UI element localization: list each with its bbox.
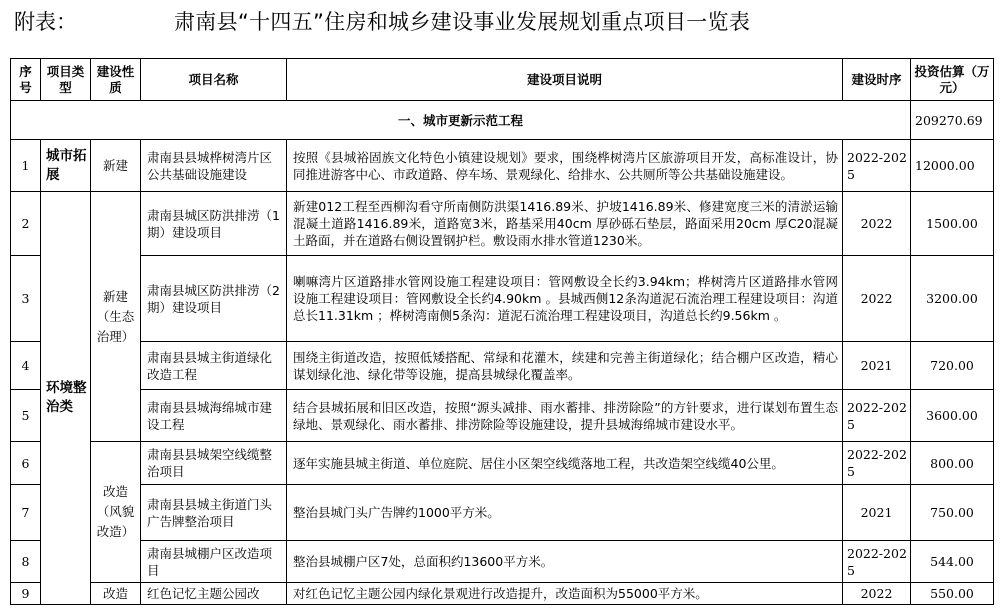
- section-title: 一、城市更新示范工程: [11, 101, 911, 140]
- table-row: [11, 442, 994, 485]
- nature-renovate: 改造: [91, 583, 141, 605]
- nature-new-eco: 新建（生态治理）: [91, 192, 141, 442]
- table-row: [11, 140, 994, 192]
- table-row: [11, 541, 994, 583]
- project-description: 整治县城门头广告牌约1000平方米。: [287, 485, 843, 541]
- col-header-name: 项目名称: [141, 59, 287, 101]
- project-investment: 750.00: [911, 485, 994, 541]
- project-schedule: 2022-2025: [843, 541, 911, 583]
- project-schedule: 2022-2025: [843, 442, 911, 485]
- table-header-row: [11, 59, 994, 101]
- project-schedule: 2022-2025: [843, 390, 911, 442]
- project-investment: 12000.00: [911, 140, 994, 192]
- project-schedule: 2021: [843, 342, 911, 390]
- col-header-seq: 序号: [11, 59, 41, 101]
- project-description: 结合县城拓展和旧区改造，按照“源头减排、雨水蓄排、排涝除险”的方针要求，进行谋划布置生态绿地、景观绿化、雨水蓄排、排涝除险等设施建设，提升县城海绵城市建设水平。: [287, 390, 843, 442]
- project-investment: 3600.00: [911, 390, 994, 442]
- project-investment: 720.00: [911, 342, 994, 390]
- title-row: [0, 0, 1000, 40]
- category-environment: 环境整治类: [41, 192, 91, 605]
- project-name: 肃南县县城架空线缆整治项目: [141, 442, 287, 485]
- project-name: 肃南县城棚户区改造项目: [141, 541, 287, 583]
- project-schedule: 2022: [843, 583, 911, 605]
- table-row: [11, 256, 994, 342]
- project-schedule: 2022: [843, 256, 911, 342]
- table-row: [11, 342, 994, 390]
- row-seq: 7: [11, 485, 41, 541]
- project-table: [10, 58, 994, 605]
- project-name: 肃南县县城主街道门头广告牌整治项目: [141, 485, 287, 541]
- project-description: 逐年实施县城主街道、单位庭院、居住小区架空线缆落地工程，共改造架空线缆40公里。: [287, 442, 843, 485]
- col-header-schedule: 建设时序: [843, 59, 911, 101]
- row-seq: 6: [11, 442, 41, 485]
- project-description: 对红色记忆主题公园内绿化景观进行改造提升，改造面积为55000平方米。: [287, 583, 843, 605]
- project-investment: 1500.00: [911, 192, 994, 256]
- col-header-type: 项目类型: [41, 59, 91, 101]
- project-description: 按照《县城裕固族文化特色小镇建设规划》要求，围绕桦树湾片区旅游项目开发，高标准设计，协同推进游客中心、市政道路、停车场、景观绿化、给排水、公共厕所等公共基础设施建设。: [287, 140, 843, 192]
- project-schedule: 2022: [843, 192, 911, 256]
- project-name: 肃南县县城海绵城市建设工程: [141, 390, 287, 442]
- section-total-investment: 209270.69: [911, 101, 994, 140]
- row-seq: 5: [11, 390, 41, 442]
- row-seq: 4: [11, 342, 41, 390]
- row-seq: 2: [11, 192, 41, 256]
- project-name: 肃南县城区防洪排涝（2期）建设项目: [141, 256, 287, 342]
- project-description: 围绕主街道改造，按照低矮搭配、常绿和花灌木，续建和完善主街道绿化；结合棚户区改造，精心谋划绿化池、绿化带等设施，提高县城绿化覆盖率。: [287, 342, 843, 390]
- table-row: [11, 192, 994, 256]
- col-header-nature: 建设性质: [91, 59, 141, 101]
- col-header-investment: 投资估算（万元）: [911, 59, 994, 101]
- project-name: 肃南县县城主街道绿化改造工程: [141, 342, 287, 390]
- col-header-description: 建设项目说明: [287, 59, 843, 101]
- project-name: 红色记忆主题公园改: [141, 583, 287, 605]
- project-schedule: 2022-2025: [843, 140, 911, 192]
- project-investment: 3200.00: [911, 256, 994, 342]
- project-description: 喇嘛湾片区道路排水管网设施工程建设项目：管网敷设全长约3.94km；桦树湾片区道路排水管网设施工程建设项目：管网敷设全长约4.90km 。县城西侧12条沟道泥石流治理工程建设项目：沟道总长11.31km ；桦树湾南侧5条沟：道泥石流治理工程建设项目，沟道总长约9.56km 。: [287, 256, 843, 342]
- project-description: 新建012工程至西柳沟看守所南侧防洪渠1416.89米、护坡1416.89米、修建宽度三米的清淤运输混凝土道路1416.89米，道路宽3米，路基采用40cm 厚砂砾石垫层，路面采用20cm 厚C20混凝土路面，并在道路右侧设置钢护栏。敷设雨水排水管道1230米。: [287, 192, 843, 256]
- project-name: 肃南县城区防洪排涝（1期）建设项目: [141, 192, 287, 256]
- table-row: [11, 485, 994, 541]
- row-seq: 1: [11, 140, 41, 192]
- project-investment: 550.00: [911, 583, 994, 605]
- project-investment: 544.00: [911, 541, 994, 583]
- project-investment: 800.00: [911, 442, 994, 485]
- nature-new-build: 新建: [91, 140, 141, 192]
- row-seq: 9: [11, 583, 41, 605]
- project-schedule: 2021: [843, 485, 911, 541]
- row-seq: 3: [11, 256, 41, 342]
- section-row: [11, 101, 994, 140]
- attachment-label: 附表：: [14, 10, 77, 34]
- table-row: [11, 583, 994, 605]
- project-description: 整治县城棚户区7处，总面积约13600平方米。: [287, 541, 843, 583]
- row-seq: 8: [11, 541, 41, 583]
- project-name: 肃南县县城桦树湾片区公共基础设施建设: [141, 140, 287, 192]
- table-row: [11, 390, 994, 442]
- page-title: 肃南县“十四五”住房和城乡建设事业发展规划重点项目一览表: [174, 10, 751, 34]
- nature-renovate-style: 改造（风貌改造）: [91, 442, 141, 583]
- category-urban-expansion: 城市拓展: [41, 140, 91, 192]
